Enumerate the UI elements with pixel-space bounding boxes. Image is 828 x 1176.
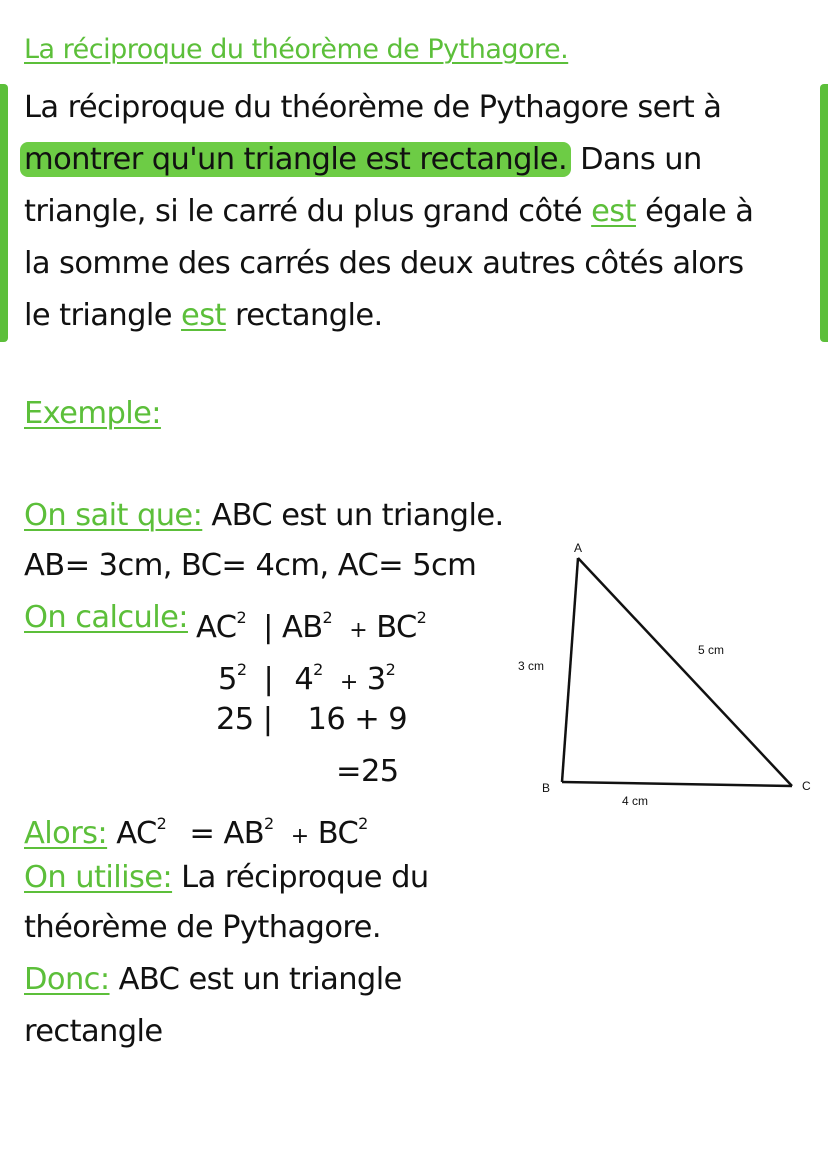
side-ab-label: 3 cm	[518, 659, 545, 673]
side-ac-label: 5 cm	[698, 643, 725, 657]
left-accent-bar	[0, 84, 8, 342]
definition-line-5-start: le triangle	[24, 298, 182, 333]
calc-plus: +	[349, 618, 368, 643]
calc-row-4	[336, 746, 399, 798]
on-utilise-line	[24, 852, 429, 904]
donc-line	[24, 954, 402, 1006]
est-keyword: est	[181, 298, 226, 333]
calc-term: AC	[196, 610, 237, 645]
definition-line-1: La réciproque du théorème de Pythagore sert à	[24, 90, 722, 125]
side-bc	[562, 782, 792, 786]
calc-exponent: 2	[313, 660, 323, 679]
calc-equals: =	[189, 816, 215, 851]
page-title: La réciproque du théorème de Pythagore.	[24, 34, 569, 65]
calc-exponent: 2	[264, 814, 274, 833]
calc-exponent: 2	[236, 608, 247, 627]
definition-line-2	[24, 134, 804, 186]
calc-row-3	[216, 694, 407, 746]
on-sait-label: On sait que:	[24, 498, 203, 533]
calc-exponent: 2	[385, 660, 396, 679]
calc-term: 16 + 9	[307, 702, 408, 737]
donc-line-2	[24, 1006, 163, 1058]
calc-result: =25	[336, 754, 399, 789]
calc-plus: +	[339, 670, 358, 695]
calc-separator: |	[263, 662, 274, 697]
calc-term: 4	[294, 662, 314, 697]
on-calcule-label: On calcule:	[24, 600, 188, 635]
calc-term: AB	[223, 816, 265, 851]
definition-paragraph	[24, 82, 804, 342]
definition-line-5-end: rectangle.	[225, 298, 383, 333]
highlighted-phrase: montrer qu'un triangle est rectangle.	[20, 142, 571, 177]
on-sait-text: ABC est un triangle.	[202, 498, 504, 533]
on-utilise-text: La réciproque du	[172, 860, 429, 895]
calc-plus: +	[290, 824, 309, 849]
calc-term: 25	[216, 702, 254, 737]
example-heading-label: Exemple:	[24, 396, 161, 431]
right-accent-bar	[820, 84, 828, 342]
on-utilise-text-2: théorème de Pythagore.	[24, 910, 381, 945]
calc-term: BC	[376, 610, 417, 645]
alors-label: Alors:	[24, 816, 108, 851]
calc-term: 3	[366, 662, 386, 697]
calc-term: 5	[218, 662, 237, 697]
definition-line-3-end: égale à	[635, 194, 754, 229]
donc-text-2: rectangle	[24, 1014, 163, 1049]
measures-line	[24, 540, 476, 592]
donc-label: Donc:	[24, 962, 110, 997]
calc-term: BC	[317, 816, 359, 851]
definition-line-3-start: triangle, si le carré du plus grand côté	[24, 194, 592, 229]
definition-line-5	[24, 290, 804, 342]
calc-term: AC	[116, 816, 157, 851]
est-keyword: est	[591, 194, 636, 229]
vertex-c-label: C	[802, 779, 811, 793]
calc-exponent: 2	[236, 660, 247, 679]
calc-exponent: 2	[416, 608, 427, 627]
calc-separator: |	[262, 702, 273, 737]
definition-line-3	[24, 186, 804, 238]
on-sait-line	[24, 490, 504, 542]
on-utilise-label: On utilise:	[24, 860, 173, 895]
definition-line-2-rest: Dans un	[571, 142, 702, 177]
donc-text: ABC est un triangle	[109, 962, 402, 997]
calc-exponent: 2	[322, 608, 333, 627]
on-utilise-line-2	[24, 902, 381, 954]
vertex-b-label: B	[542, 781, 551, 795]
definition-line-4: la somme des carrés des deux autres côtés alors	[24, 246, 744, 281]
calc-exponent: 2	[156, 814, 167, 833]
on-calcule-line	[24, 592, 188, 644]
measures-text: AB= 3cm, BC= 4cm, AC= 5cm	[24, 548, 477, 583]
vertex-a-label: A	[574, 541, 583, 555]
side-bc-label: 4 cm	[622, 794, 649, 808]
calc-exponent: 2	[358, 814, 368, 833]
calc-separator: |	[263, 610, 273, 645]
calc-term: AB	[281, 610, 323, 645]
side-ac	[578, 558, 792, 786]
example-heading	[24, 388, 161, 440]
triangle-diagram	[500, 530, 810, 810]
side-ab	[562, 558, 578, 782]
